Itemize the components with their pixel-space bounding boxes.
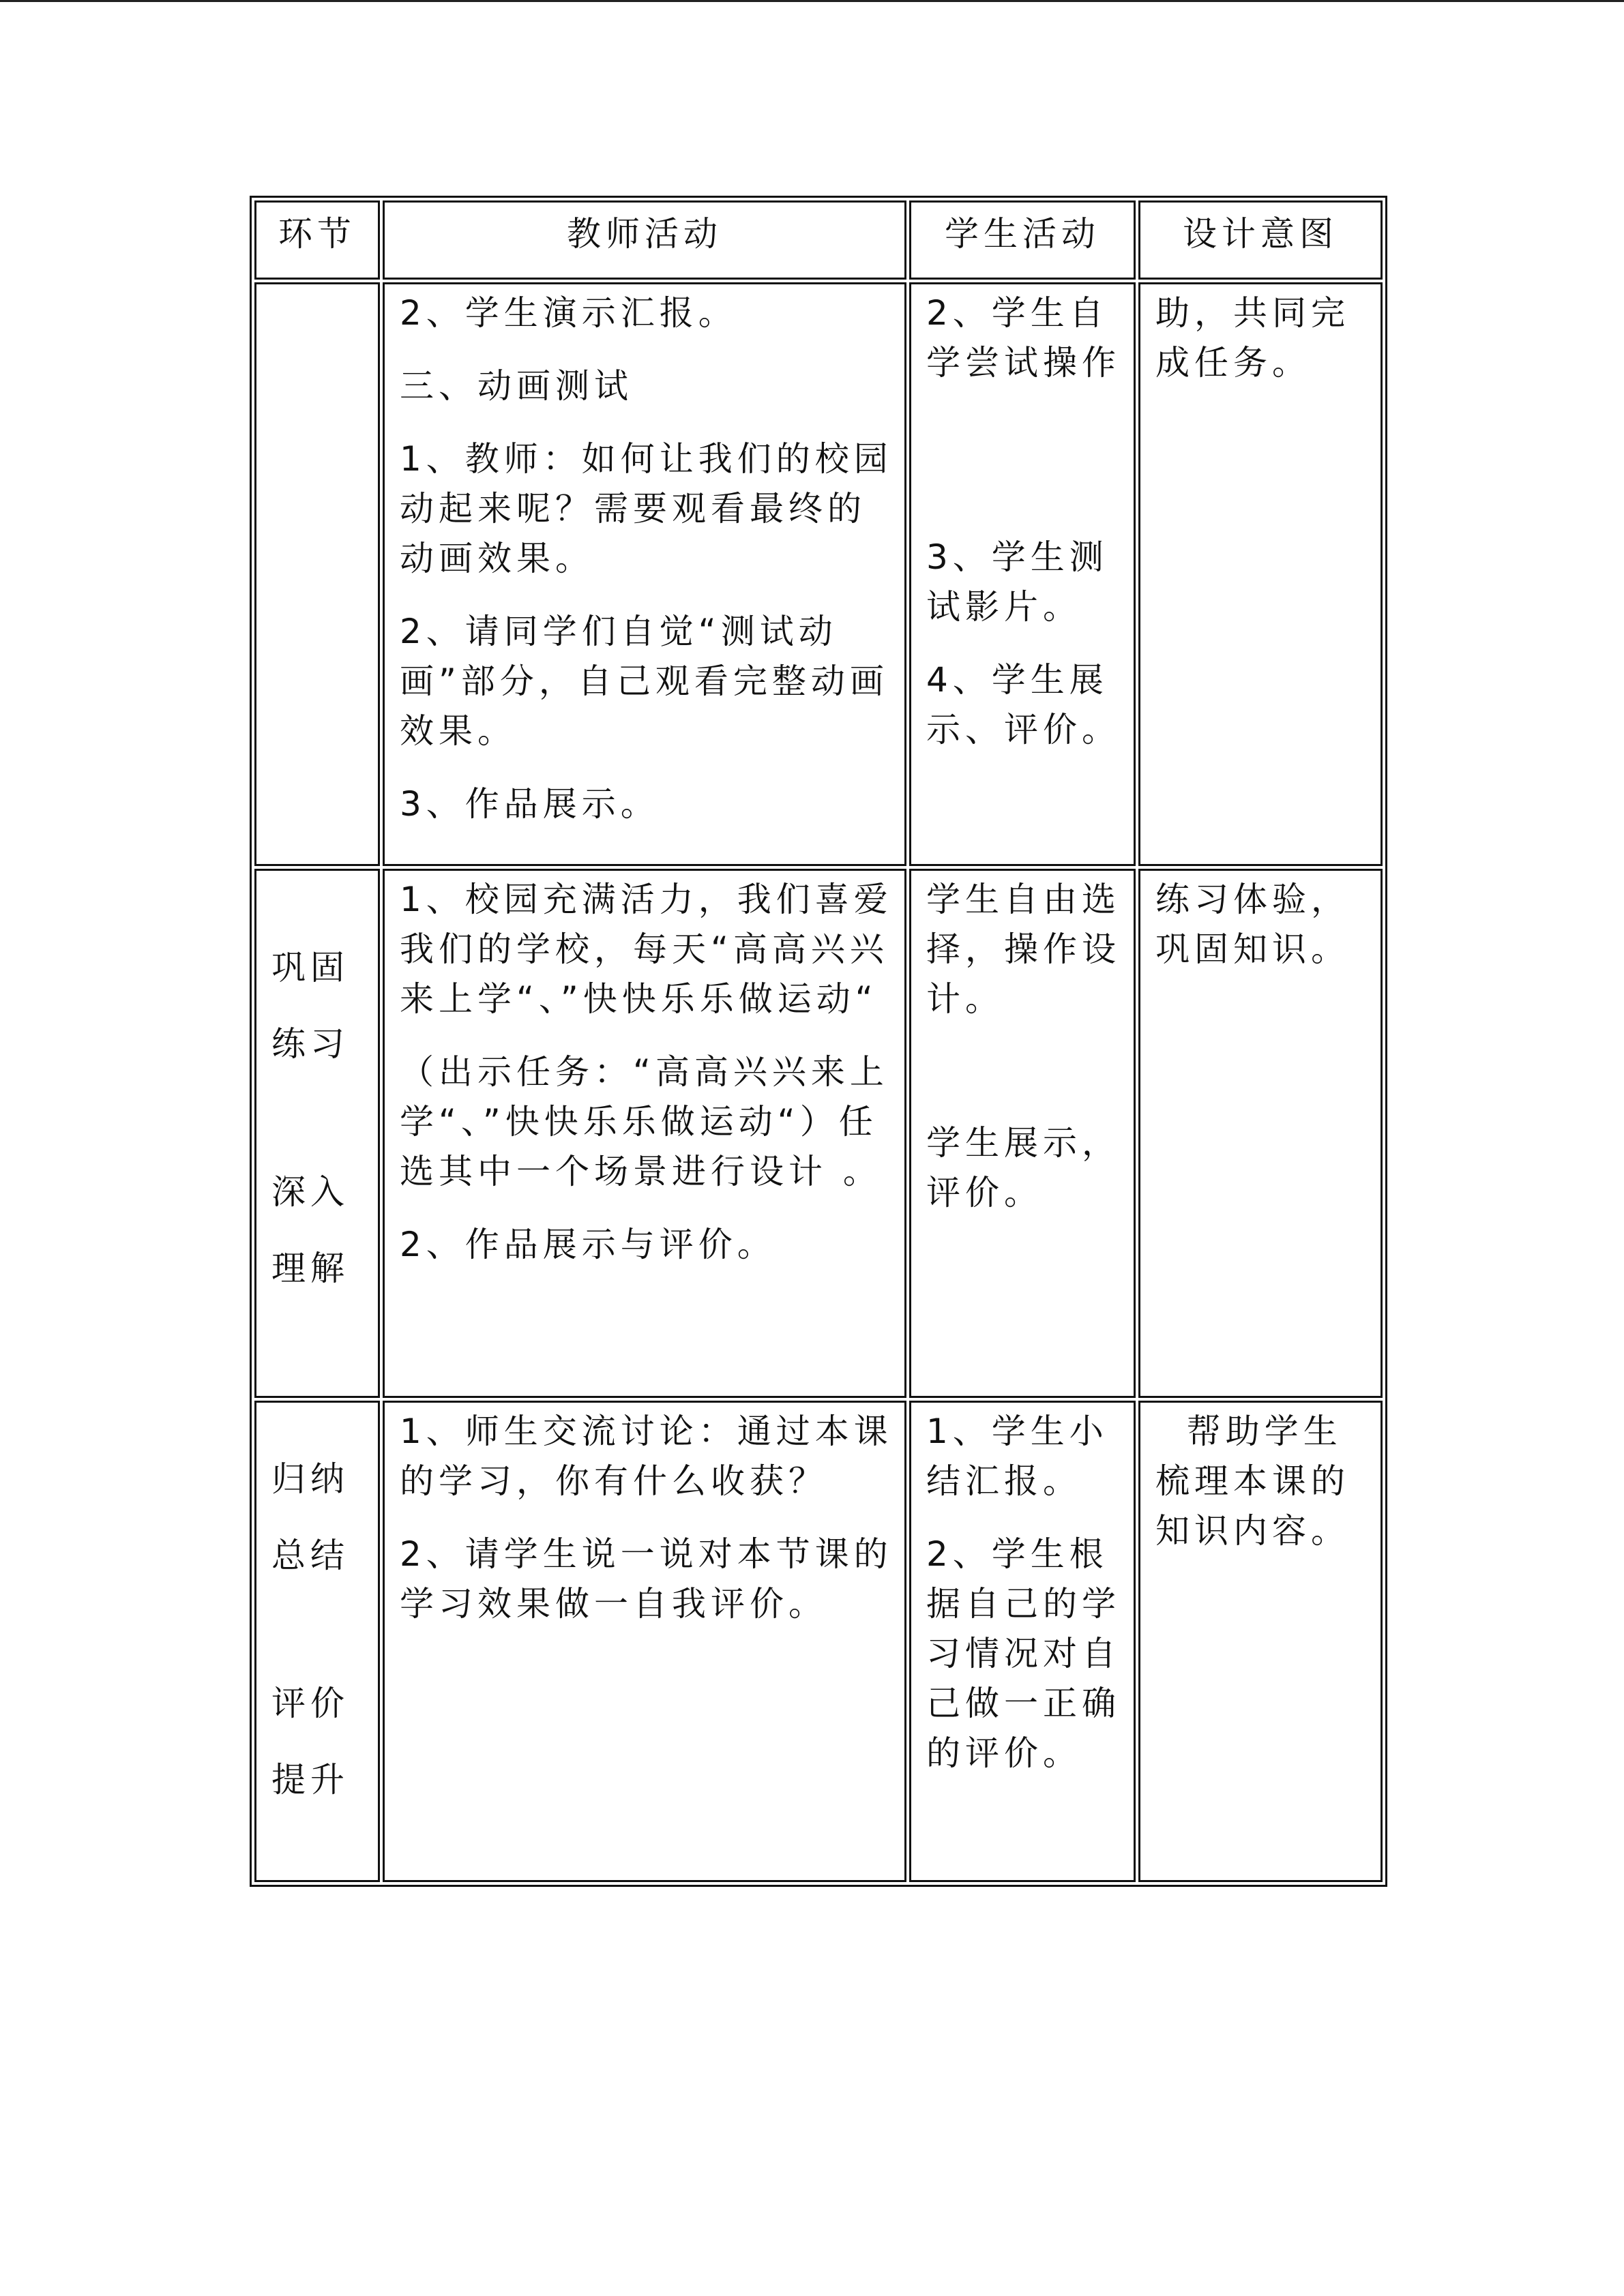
student-text: 2、学生自学尝试操作 <box>926 293 1121 383</box>
page-top-rule <box>0 0 1624 2</box>
stage-text: 练习 <box>271 1024 349 1064</box>
student-activity-cell <box>909 869 1136 1398</box>
table-row <box>254 1401 1383 1882</box>
stage-text: 巩固 <box>271 948 349 987</box>
teacher-text: 2、学生演示汇报。 <box>400 293 737 333</box>
stage-cell <box>254 282 380 866</box>
intent-text: 助，共同完成任务。 <box>1155 293 1350 383</box>
header-stage: 环节 <box>254 200 380 280</box>
student-text: 2、学生根据自己的学习情况对自己做一正确的评价。 <box>926 1534 1121 1773</box>
header-design-intent: 设计意图 <box>1138 200 1383 280</box>
design-intent-cell <box>1138 282 1383 866</box>
teacher-text: 1、校园充满活力，我们喜爱我们的学校，每天“高高兴兴来上学“、”快快乐乐做运动“ <box>400 880 893 1019</box>
table-row <box>254 869 1383 1398</box>
design-intent-cell <box>1138 1401 1383 1882</box>
stage-text: 评价 <box>271 1684 349 1723</box>
intent-text: 练习体验，巩固知识。 <box>1155 880 1350 969</box>
stage-cell <box>254 1401 380 1882</box>
student-text: 学生展示，评价。 <box>926 1123 1121 1212</box>
teacher-text: 2、作品展示与评价。 <box>400 1225 776 1264</box>
stage-text: 归纳 <box>271 1459 349 1499</box>
teacher-text: 三、动画测试 <box>400 366 633 406</box>
teacher-text: （出示任务：“高高兴兴来上学“、”快快乐乐做运动“）任选其中一个场景进行设计 。 <box>400 1052 889 1191</box>
teacher-text: 2、请同学们自觉“测试动画”部分，自己观看完整动画效果。 <box>400 612 889 751</box>
teacher-text: 2、请学生说一说对本节课的学习效果做一自我评价。 <box>400 1534 893 1624</box>
stage-text: 理解 <box>271 1249 349 1288</box>
stage-cell <box>254 869 380 1398</box>
student-text: 1、学生小结汇报。 <box>926 1412 1108 1501</box>
header-student-activity: 学生活动 <box>909 200 1136 280</box>
teacher-text: 3、作品展示。 <box>400 784 660 824</box>
table-header-row <box>254 200 1383 280</box>
intent-text: 帮助学生梳理本课的知识内容。 <box>1155 1412 1350 1551</box>
student-text: 3、学生测试影片。 <box>926 537 1108 627</box>
stage-text: 总结 <box>271 1536 349 1575</box>
table-row <box>254 282 1383 866</box>
header-teacher-activity: 教师活动 <box>383 200 906 280</box>
stage-text: 提升 <box>271 1760 349 1800</box>
teacher-text: 1、师生交流讨论：通过本课的学习，你有什么收获？ <box>400 1412 893 1501</box>
teacher-activity-cell <box>383 869 906 1398</box>
teacher-text: 1、教师：如何让我们的校园动起来呢？需要观看最终的动画效果。 <box>400 439 893 578</box>
teacher-activity-cell <box>383 1401 906 1882</box>
student-text: 学生自由选择，操作设计。 <box>926 880 1121 1019</box>
student-activity-cell <box>909 282 1136 866</box>
lesson-plan-table <box>250 196 1387 1887</box>
student-activity-cell <box>909 1401 1136 1882</box>
stage-text: 深入 <box>271 1172 349 1212</box>
design-intent-cell <box>1138 869 1383 1398</box>
teacher-activity-cell <box>383 282 906 866</box>
student-text: 4、学生展示、评价。 <box>926 660 1121 749</box>
